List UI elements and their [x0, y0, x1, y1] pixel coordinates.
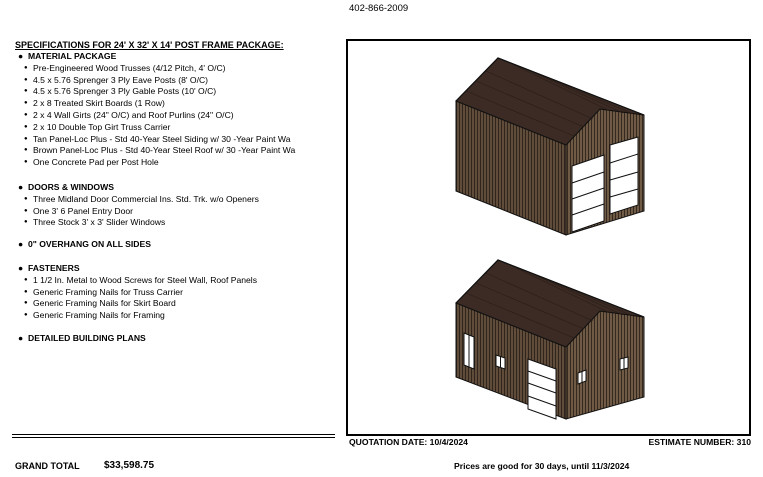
list-item: ● 4.5 x 5.76 Sprenger 3 Ply Gable Posts (10' O/C)	[15, 86, 350, 98]
grand-total-value: $33,598.75	[104, 460, 155, 471]
entry-door	[464, 333, 474, 369]
material-list	[15, 63, 340, 169]
quotation-date: QUOTATION DATE: 10/4/2024	[349, 437, 468, 447]
building-front-view	[456, 58, 644, 235]
list-item: ● One Concrete Pad per Post Hole	[15, 157, 350, 169]
section-heading: ● FASTENERS	[18, 262, 80, 273]
overhead-door	[610, 137, 638, 214]
fasteners-list	[15, 275, 340, 322]
slider-window	[496, 355, 505, 369]
list-item: ● Three Stock 3' x 3' Slider Windows	[15, 217, 350, 229]
doors-windows-list	[15, 194, 340, 229]
contact-phone: 402-866-2009	[349, 3, 409, 14]
divider-line	[12, 434, 335, 435]
list-item: ● Brown Panel-Loc Plus - Std 40-Year Steel Roof w/ 30 -Year Paint Wa	[15, 145, 350, 157]
section-heading: ● 0" OVERHANG ON ALL SIDES	[18, 239, 151, 250]
list-item: ● 1 1/2 In. Metal to Wood Screws for Steel Wall, Roof Panels	[15, 275, 350, 287]
section-overhang	[15, 239, 340, 251]
list-item: ● Pre-Engineered Wood Trusses (4/12 Pitch, 4' O/C)	[15, 63, 350, 75]
slider-window	[578, 370, 586, 384]
specifications-panel	[15, 40, 340, 345]
section-heading: ● DETAILED BUILDING PLANS	[18, 332, 146, 343]
list-item: ● Generic Framing Nails for Skirt Board	[15, 298, 350, 310]
list-item: ● One 3' 6 Panel Entry Door	[15, 206, 350, 218]
building-renderings	[346, 39, 751, 436]
section-building-plans	[15, 333, 340, 345]
divider-line	[12, 437, 335, 438]
estimate-number: ESTIMATE NUMBER: 310	[648, 437, 751, 447]
list-item: ● 2 x 10 Double Top Girt Truss Carrier	[15, 122, 350, 134]
list-item: ● Tan Panel-Loc Plus - Std 40-Year Steel Siding w/ 30 -Year Paint Wa	[15, 134, 350, 146]
section-heading: ● DOORS & WINDOWS	[18, 181, 114, 192]
list-item: ● 2 x 4 Wall Girts (24" O/C) and Roof Purlins (24" O/C)	[15, 110, 350, 122]
slider-window	[620, 357, 628, 370]
list-item: ● 2 x 8 Treated Skirt Boards (1 Row)	[15, 98, 350, 110]
section-material-package	[15, 51, 340, 169]
price-validity-note: Prices are good for 30 days, until 11/3/2024	[454, 461, 630, 471]
list-item: ● Three Midland Door Commercial Ins. Std. Trk. w/o Openers	[15, 194, 350, 206]
overhead-door	[528, 359, 556, 419]
list-item: ● Generic Framing Nails for Framing	[15, 310, 350, 322]
list-item: ● Generic Framing Nails for Truss Carrier	[15, 287, 350, 299]
section-fasteners	[15, 263, 340, 322]
section-heading: ● MATERIAL PACKAGE	[18, 51, 117, 61]
building-illustrations	[348, 41, 751, 436]
grand-total-label: GRAND TOTAL	[15, 461, 80, 471]
overhead-door	[572, 155, 604, 232]
section-doors-windows	[15, 182, 340, 229]
list-item: ● 4.5 x 5.76 Sprenger 3 Ply Eave Posts (8' O/C)	[15, 75, 350, 87]
specifications-title: SPECIFICATIONS FOR 24' X 32' X 14' POST FRAME PACKAGE:	[15, 40, 284, 50]
building-rear-view	[456, 260, 644, 419]
